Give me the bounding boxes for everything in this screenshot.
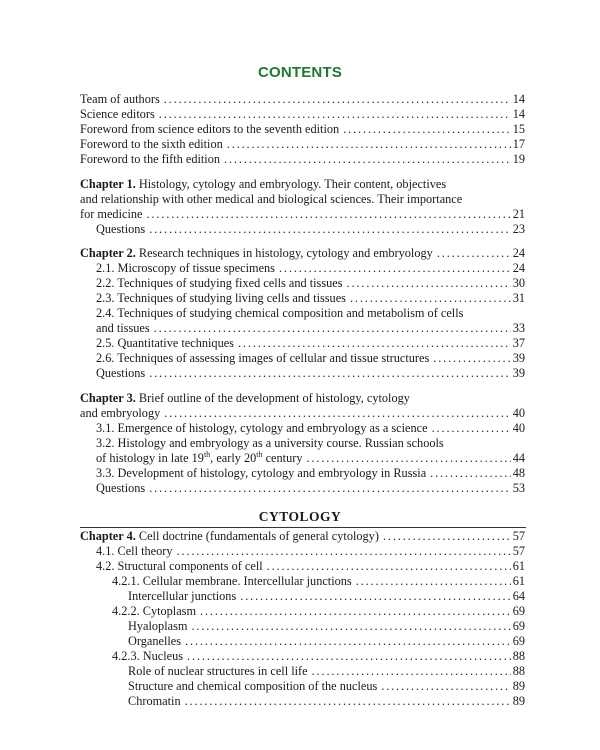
dot-leader [339,122,511,137]
toc-page-number: 37 [512,336,525,350]
dot-leader [183,649,511,664]
toc-entry[interactable] [112,574,525,589]
toc-entry-text: 2.1. Microscopy of tissue specimens [96,261,275,275]
section-divider [80,527,526,528]
toc-entry-text: Hyaloplasm [128,619,188,633]
toc-entry-text: Structure and chemical composition of the nucleus [128,679,378,693]
chapter-label: Chapter 1. [80,177,136,191]
toc-page-number: 40 [512,421,525,435]
toc-entry-text: 2.6. Techniques of assessing images of cellular and tissue structures [96,351,430,365]
toc-entry[interactable] [96,436,525,451]
toc-entry[interactable] [96,559,525,574]
dot-leader [263,559,511,574]
toc-entry-text: Organelles [128,634,182,648]
chapter-label: Chapter 2. [80,246,136,260]
toc-entry-text: Questions [96,366,146,380]
toc-entry-text: Chapter 4. Cell doctrine (fundamentals of general cytology) [80,529,379,543]
dot-leader [181,694,511,709]
toc-entry-text: Science editors [80,107,155,121]
toc-entry-text: 3.3. Development of histology, cytology and embryology in Russia [96,466,427,480]
chapter-4-heading[interactable] [80,529,525,544]
toc-entry[interactable] [80,137,525,152]
toc-entry[interactable] [96,222,525,237]
toc-entry-cont[interactable] [96,451,525,466]
toc-page-number: 40 [512,406,525,420]
toc-entry-text: Questions [96,222,146,236]
toc-page-number: 23 [512,222,525,236]
section-heading: CYTOLOGY [258,509,342,524]
toc-entry-text: and embryology [80,406,161,420]
chapter-3-heading[interactable] [80,391,525,406]
dot-leader [220,152,511,167]
dot-leader [343,276,511,291]
dot-leader [308,664,511,679]
dot-leader [181,634,511,649]
dot-leader [173,544,511,559]
dot-leader [352,574,511,589]
dot-leader [302,451,511,466]
toc-page-number: 31 [512,291,525,305]
dot-leader [433,246,511,261]
dot-leader [236,589,511,604]
toc-entry-text: Role of nuclear structures in cell life [128,664,308,678]
toc-entry-text: 4.2.1. Cellular membrane. Intercellular junctions [112,574,352,588]
toc-entry[interactable] [80,92,525,107]
toc-entry-text: for medicine [80,207,143,221]
toc-page-number: 48 [512,466,525,480]
dot-leader [150,321,511,336]
toc-entry[interactable] [96,261,525,276]
toc-entry-text: Foreword to the fifth edition [80,152,221,166]
toc-entry-text: 4.2. Structural components of cell [96,559,263,573]
toc-entry-text: Chapter 2. Research techniques in histology, cytology and embryology [80,246,433,260]
toc-entry-text: Chromatin [128,694,181,708]
chapter-2-heading[interactable] [80,246,525,261]
toc-page-number: 14 [512,92,525,106]
toc-entry-text: 4.1. Cell theory [96,544,173,558]
chapter-label: Chapter 4. [80,529,136,543]
toc-page-number: 39 [512,351,525,365]
chapter-1-heading-end[interactable] [80,207,525,222]
toc-entry-text: 2.4. Techniques of studying chemical composition and metabolism of cells [96,306,464,320]
toc-entry-text: and tissues [96,321,150,335]
dot-leader [234,336,511,351]
toc-entry[interactable] [96,306,525,321]
toc-entry-text: Intercellular junctions [128,589,237,603]
toc-entry[interactable] [80,107,525,122]
dot-leader [223,137,511,152]
toc-entry[interactable] [112,604,525,619]
toc-page-number: 24 [512,261,525,275]
toc-entry[interactable] [96,366,525,381]
dot-leader [160,406,511,421]
toc-page-number: 17 [512,137,525,151]
toc-page-number: 33 [512,321,525,335]
toc-entry[interactable] [96,481,525,496]
toc-entry-text: 4.2.2. Cytoplasm [112,604,197,618]
dot-leader [145,222,511,237]
dot-leader [428,421,511,436]
toc-entry[interactable] [128,589,525,604]
toc-page-number: 89 [512,679,525,693]
toc-entry-text: Foreword from science editors to the seventh edition [80,122,340,136]
toc-page-number: 24 [512,246,525,260]
toc-entry-text: 2.5. Quantitative techniques [96,336,234,350]
toc-entry[interactable] [128,664,525,679]
dot-leader [187,619,511,634]
toc-entry-text: Chapter 3. Brief outline of the development of histology, cytology [80,391,410,405]
toc-entry-text: 4.2.3. Nucleus [112,649,184,663]
dot-leader [145,481,511,496]
toc-entry[interactable] [96,276,525,291]
toc-entry-text: Foreword to the sixth edition [80,137,223,151]
toc-page-number: 39 [512,366,525,380]
toc-entry-text: 2.3. Techniques of studying living cells and tissues [96,291,346,305]
dot-leader [346,291,511,306]
toc-entry-text: Team of authors [80,92,160,106]
dot-leader [379,529,511,544]
toc-entry-text: 2.2. Techniques of studying fixed cells and tissues [96,276,343,290]
toc-entry[interactable] [128,679,525,694]
toc-entry[interactable] [128,619,525,634]
toc-page-number: 15 [512,122,525,136]
toc-page-number: 57 [512,544,525,558]
toc-page-number: 30 [512,276,525,290]
toc-page-number: 88 [512,649,525,663]
toc-entry-text: Questions [96,481,146,495]
toc-page-number: 69 [512,634,525,648]
chapter-1-heading[interactable] [80,177,525,192]
page-title: CONTENTS [257,64,343,81]
dot-leader [142,207,511,222]
toc-page-number: 89 [512,694,525,708]
toc-entry[interactable] [80,152,525,167]
dot-leader [155,107,511,122]
toc-entry-text: 3.1. Emergence of histology, cytology and embryology as a science [96,421,428,435]
toc-entry[interactable] [128,634,525,649]
toc-entry[interactable] [128,694,525,709]
dot-leader [145,366,511,381]
toc-entry[interactable] [112,649,525,664]
toc-page-number: 14 [512,107,525,121]
toc-entry[interactable] [96,421,525,436]
chapter-label: Chapter 3. [80,391,136,405]
toc-page-number: 88 [512,664,525,678]
toc-page-number: 69 [512,604,525,618]
toc-page-number: 53 [512,481,525,495]
toc-entry-text: and relationship with other medical and biological sciences. Their importance [80,192,463,206]
toc-entry[interactable] [96,336,525,351]
toc-page-number: 44 [512,451,525,465]
toc-page-number: 57 [512,529,525,543]
toc-entry-cont[interactable] [96,321,525,336]
dot-leader [377,679,511,694]
toc-entry[interactable] [96,544,525,559]
toc-entry-text: Chapter 1. Histology, cytology and embryology. Their content, objectives [80,177,447,191]
toc-entry-text: 3.2. Histology and embryology as a university course. Russian schools [96,436,444,450]
toc-page-number: 61 [512,559,525,573]
toc-entry[interactable] [96,351,525,366]
toc-entry[interactable] [96,466,525,481]
dot-leader [196,604,511,619]
dot-leader [429,351,511,366]
chapter-3-heading-end[interactable] [80,406,525,421]
dot-leader [160,92,511,107]
toc-entry[interactable] [80,122,525,137]
toc-page-number: 19 [512,152,525,166]
toc-entry-text: of histology in late 19th, early 20th century [96,449,303,465]
toc-page-number: 69 [512,619,525,633]
toc-page-number: 61 [512,574,525,588]
chapter-1-heading-cont [80,192,525,207]
toc-page-number: 64 [512,589,525,603]
toc-entry[interactable] [96,291,525,306]
dot-leader [275,261,511,276]
toc-page-number: 21 [512,207,525,221]
dot-leader [426,466,511,481]
